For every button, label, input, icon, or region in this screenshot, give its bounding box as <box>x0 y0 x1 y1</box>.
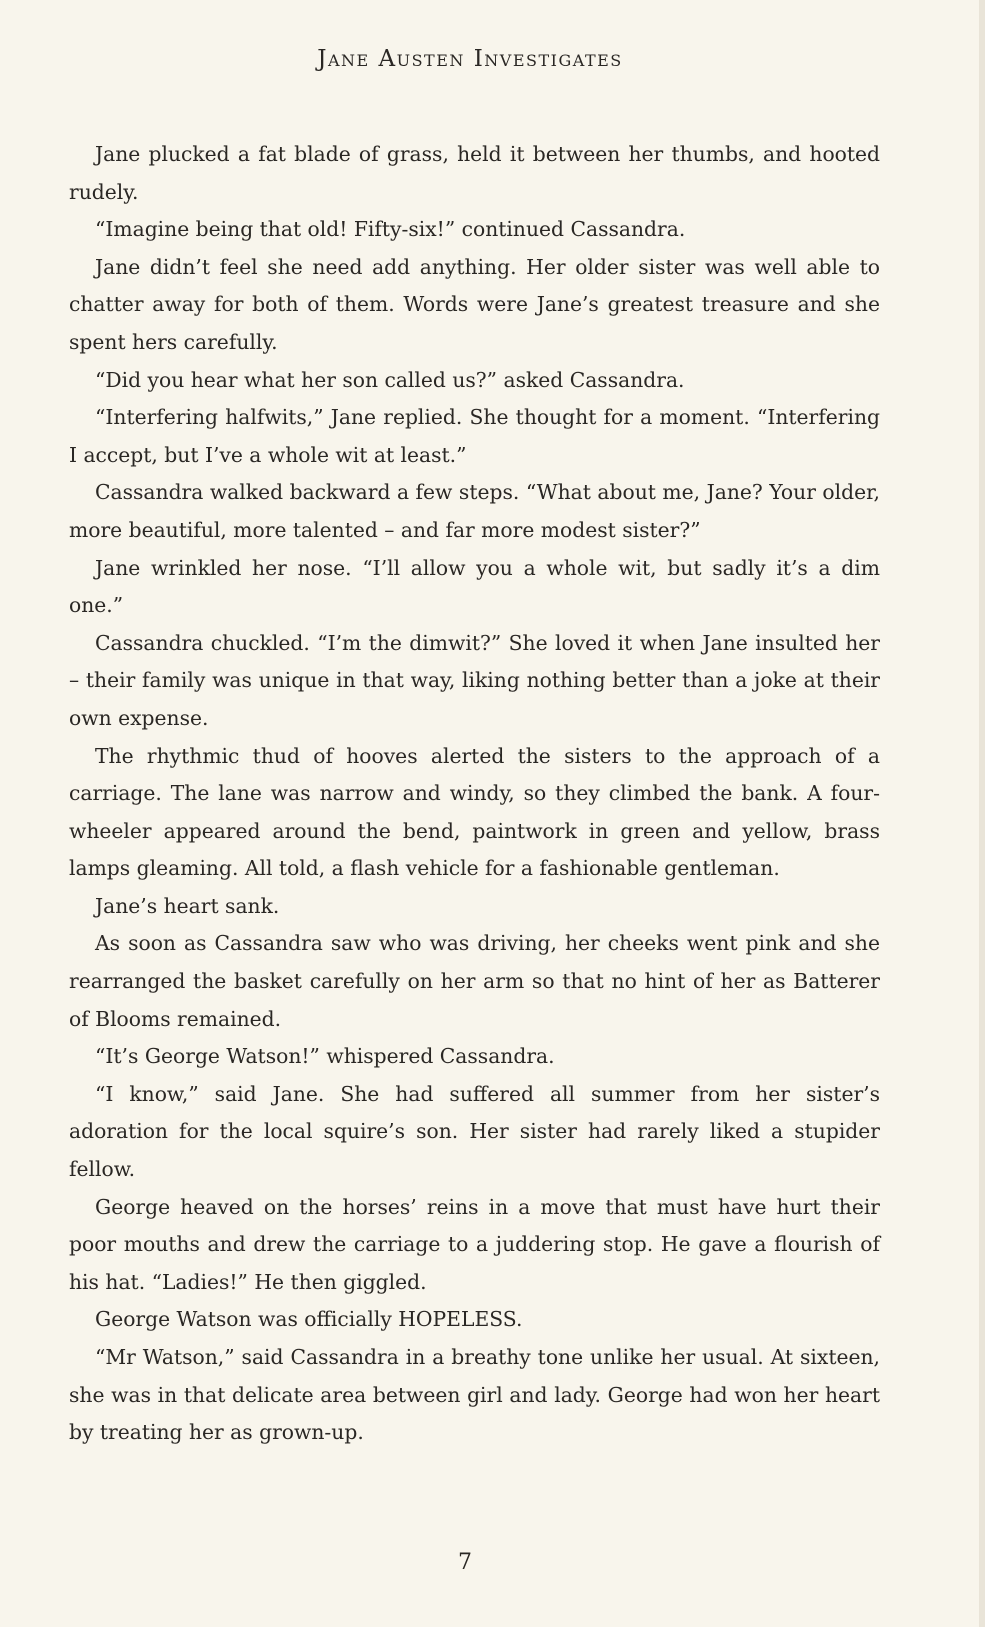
paragraph: “Imagine being that old! Fifty-six!” continued Cassandra. <box>95 217 686 242</box>
page-number: 7 <box>458 1550 472 1575</box>
paragraph: The rhythmic thud of hooves alerted the sisters to the approach of a carriage. The lane was narrow and windy, so they climbed the bank. A four-wheeler appeared around the bend, paintwork in green and yellow, brass lamps gleaming. All told, a flash vehicle for a fashionable gentleman. <box>69 743 880 881</box>
paragraph: George Watson was officially HOPELESS. <box>95 1307 523 1332</box>
paragraph: Cassandra chuckled. “I’m the dimwit?” She loved it when Jane insulted her – their family was unique in that way, liking nothing better than a joke at their own expense. <box>69 630 880 730</box>
paragraph: “It’s George Watson!” whispered Cassandra. <box>95 1044 555 1069</box>
paragraph: Jane didn’t feel she need add anything. Her older sister was well able to chatter away for both of them. Words were Jane’s greatest treasure and she spent hers carefully. <box>69 254 880 354</box>
paragraph: Jane’s heart sank. <box>95 893 280 918</box>
running-head: Jane Austen Investigates <box>317 46 623 72</box>
body-text <box>69 136 880 1452</box>
paragraph: “I know,” said Jane. She had suffered all summer from her sister’s adoration for the local squire’s son. Her sister had rarely liked a stupider fellow. <box>69 1081 880 1182</box>
paragraph: Jane plucked a fat blade of grass, held it between her thumbs, and hooted rudely. <box>69 142 880 204</box>
page-edge <box>979 0 985 1627</box>
paragraph: Cassandra walked backward a few steps. “What about me, Jane? Your older, more beautiful, more talented – and far more modest sister?” <box>69 480 880 542</box>
paragraph: George heaved on the horses’ reins in a move that must have hurt their poor mouths and drew the carriage to a juddering stop. He gave a flourish of his hat. “Ladies!” He then giggled. <box>69 1194 880 1294</box>
paragraph: As soon as Cassandra saw who was driving, her cheeks went pink and she rearranged the basket carefully on her arm so that no hint of her as Batterer of Blooms remained. <box>69 931 880 1031</box>
paragraph: Jane wrinkled her nose. “I’ll allow you a whole wit, but sadly it’s a dim one.” <box>69 555 880 618</box>
paragraph: “Did you hear what her son called us?” asked Cassandra. <box>95 367 685 392</box>
paragraph: “Mr Watson,” said Cassandra in a breathy tone unlike her usual. At sixteen, she was in that delicate area between girl and lady. George had won her heart by treating her as grown-up. <box>69 1345 880 1445</box>
paragraph: “Interfering halfwits,” Jane replied. She thought for a moment. “Interfering I accept, but I’ve a whole wit at least.” <box>69 405 880 467</box>
